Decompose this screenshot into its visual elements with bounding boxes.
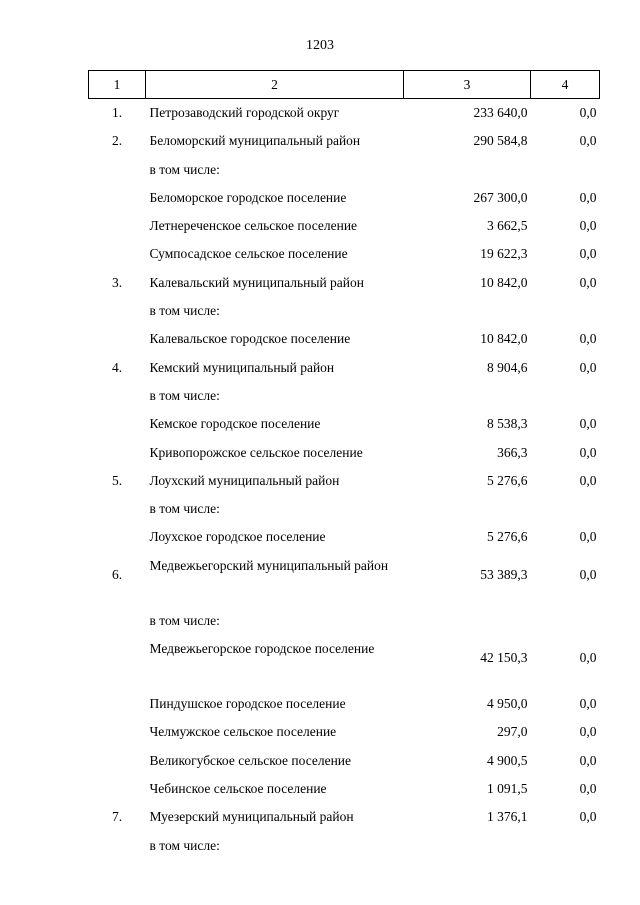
- row-number: [89, 832, 146, 860]
- table-row: [89, 718, 600, 746]
- row-name: Кемский муниципальный район: [149, 359, 335, 375]
- row-value-col4: 0,0: [579, 472, 597, 488]
- table-row: [89, 747, 600, 775]
- row-value-col3: [404, 495, 531, 523]
- row-number: [89, 635, 146, 690]
- row-value-col4: 0,0: [579, 809, 597, 825]
- row-value-col4: 0,0: [579, 331, 597, 347]
- row-name: Великогубское сельское поселение: [149, 752, 352, 768]
- row-value-col3: 10 842,0: [480, 331, 528, 347]
- row-value-col4: 0,0: [579, 444, 597, 460]
- row-value-col4: 0,0: [579, 133, 597, 149]
- row-value-col3: [404, 156, 531, 184]
- row-value-col3: 42 150,3: [480, 650, 528, 666]
- row-value-col3: 1 091,5: [487, 780, 528, 796]
- table-row: [89, 690, 600, 718]
- row-name: в том числе:: [149, 501, 220, 517]
- row-name: Чебинское сельское поселение: [149, 780, 327, 796]
- table-row: [89, 156, 600, 184]
- row-number: [89, 382, 146, 410]
- row-value-col3: 10 842,0: [480, 274, 528, 290]
- row-value-col3: 8 904,6: [487, 359, 528, 375]
- row-value-col4: 0,0: [579, 780, 597, 796]
- row-value-col3: 5 276,6: [487, 472, 528, 488]
- row-value-col4: 0,0: [579, 724, 597, 740]
- row-value-col4: [531, 156, 600, 184]
- row-value-col3: 366,3: [497, 444, 528, 460]
- row-value-col4: [531, 382, 600, 410]
- row-name: Петрозаводский городской округ: [149, 105, 340, 120]
- row-value-col4: 0,0: [579, 529, 597, 545]
- row-value-col3: 3 662,5: [487, 218, 528, 234]
- row-number: 3.: [111, 274, 123, 290]
- table-row: [89, 775, 600, 803]
- row-value-col4: [531, 297, 600, 325]
- row-value-col3: 290 584,8: [473, 133, 528, 149]
- header-col-3: 3: [404, 71, 531, 99]
- row-number: 4.: [111, 359, 123, 375]
- row-number: [89, 607, 146, 635]
- row-value-col3: 5 276,6: [487, 529, 528, 545]
- row-number: [89, 410, 146, 438]
- table-row: [89, 803, 600, 831]
- row-value-col3: 19 622,3: [480, 246, 528, 262]
- table-row: [89, 607, 600, 635]
- row-name: в том числе:: [149, 161, 220, 177]
- table-row: [89, 552, 600, 607]
- row-number: [89, 523, 146, 551]
- row-value-col3: 53 389,3: [480, 566, 528, 582]
- row-number: [89, 184, 146, 212]
- row-number: 1.: [111, 105, 123, 120]
- row-name: Челмужское сельское поселение: [149, 724, 337, 740]
- row-number: [89, 439, 146, 467]
- table-row: [89, 495, 600, 523]
- row-value-col4: 0,0: [579, 752, 597, 768]
- row-value-col4: 0,0: [579, 416, 597, 432]
- header-col-4: 4: [531, 71, 600, 99]
- table-row: [89, 382, 600, 410]
- row-number: [89, 495, 146, 523]
- row-number: [89, 747, 146, 775]
- row-number: [89, 690, 146, 718]
- row-number: [89, 240, 146, 268]
- row-value-col3: 4 950,0: [487, 696, 528, 712]
- table-row: [89, 184, 600, 212]
- row-name: Лоухский муниципальный район: [149, 472, 340, 488]
- row-number: [89, 325, 146, 353]
- row-value-col3: 1 376,1: [487, 809, 528, 825]
- table-row: [89, 325, 600, 353]
- row-name: в том числе:: [149, 303, 220, 319]
- row-value-col3: 297,0: [497, 724, 528, 740]
- table-header: [89, 71, 600, 99]
- row-number: [89, 156, 146, 184]
- row-number: 7.: [111, 809, 123, 825]
- row-name: Калевальское городское поселение: [149, 331, 351, 347]
- row-name: Летнереченское сельское поселение: [149, 218, 358, 234]
- row-name: Пиндушское городское поселение: [149, 696, 346, 712]
- row-value-col4: 0,0: [579, 105, 597, 120]
- row-value-col4: 0,0: [579, 189, 597, 205]
- row-name: Калевальский муниципальный район: [149, 274, 364, 290]
- row-name: Медвежьегорское городское поселение: [149, 641, 375, 657]
- row-value-col3: [404, 297, 531, 325]
- table-row: [89, 410, 600, 438]
- row-name: Беломорское городское поселение: [149, 189, 347, 205]
- row-value-col4: 0,0: [579, 696, 597, 712]
- row-value-col4: 0,0: [579, 274, 597, 290]
- row-name: Кемское городское поселение: [149, 416, 321, 432]
- row-name: Беломорский муниципальный район: [149, 133, 361, 149]
- row-value-col3: [404, 832, 531, 860]
- row-name: Муезерский муниципальный район: [149, 809, 354, 825]
- row-value-col3: 4 900,5: [487, 752, 528, 768]
- row-value-col3: [404, 382, 531, 410]
- row-number: 2.: [111, 133, 123, 149]
- row-value-col3: 233 640,0: [473, 105, 528, 120]
- row-value-col4: 0,0: [579, 359, 597, 375]
- table-row: [89, 832, 600, 860]
- row-name: в том числе:: [149, 612, 220, 628]
- row-name: Кривопорожское сельское поселение: [149, 444, 363, 460]
- row-value-col3: 8 538,3: [487, 416, 528, 432]
- table-row: [89, 212, 600, 240]
- table-row: [89, 635, 600, 690]
- row-value-col4: [531, 607, 600, 635]
- row-name: в том числе:: [149, 387, 220, 403]
- row-name: Лоухское городское поселение: [149, 529, 326, 545]
- row-value-col4: 0,0: [579, 246, 597, 262]
- row-number: [89, 775, 146, 803]
- row-value-col4: 0,0: [579, 650, 597, 666]
- table-row: [89, 240, 600, 268]
- row-number: [89, 718, 146, 746]
- row-number: [89, 212, 146, 240]
- row-name: Сумпосадское сельское поселение: [149, 246, 348, 262]
- header-col-1: 1: [89, 71, 146, 99]
- table-row: [89, 467, 600, 495]
- table-row: [89, 297, 600, 325]
- row-number: [89, 297, 146, 325]
- row-name: Медвежьегорский муниципальный район: [149, 557, 389, 573]
- table-row: [89, 127, 600, 155]
- page-number: 1203: [306, 38, 334, 53]
- table-row: [89, 269, 600, 297]
- row-value-col3: [404, 607, 531, 635]
- table-row: [89, 523, 600, 551]
- budget-table: [88, 70, 600, 860]
- table-row: [89, 354, 600, 382]
- row-name: в том числе:: [149, 837, 220, 853]
- table-row: [89, 99, 600, 128]
- row-value-col4: [531, 495, 600, 523]
- row-value-col4: [531, 832, 600, 860]
- row-number: 6.: [111, 566, 123, 582]
- header-col-2: 2: [146, 71, 404, 99]
- row-value-col4: 0,0: [579, 566, 597, 582]
- row-value-col3: 267 300,0: [473, 189, 528, 205]
- row-value-col4: 0,0: [579, 218, 597, 234]
- row-number: 5.: [111, 472, 123, 488]
- table-row: [89, 439, 600, 467]
